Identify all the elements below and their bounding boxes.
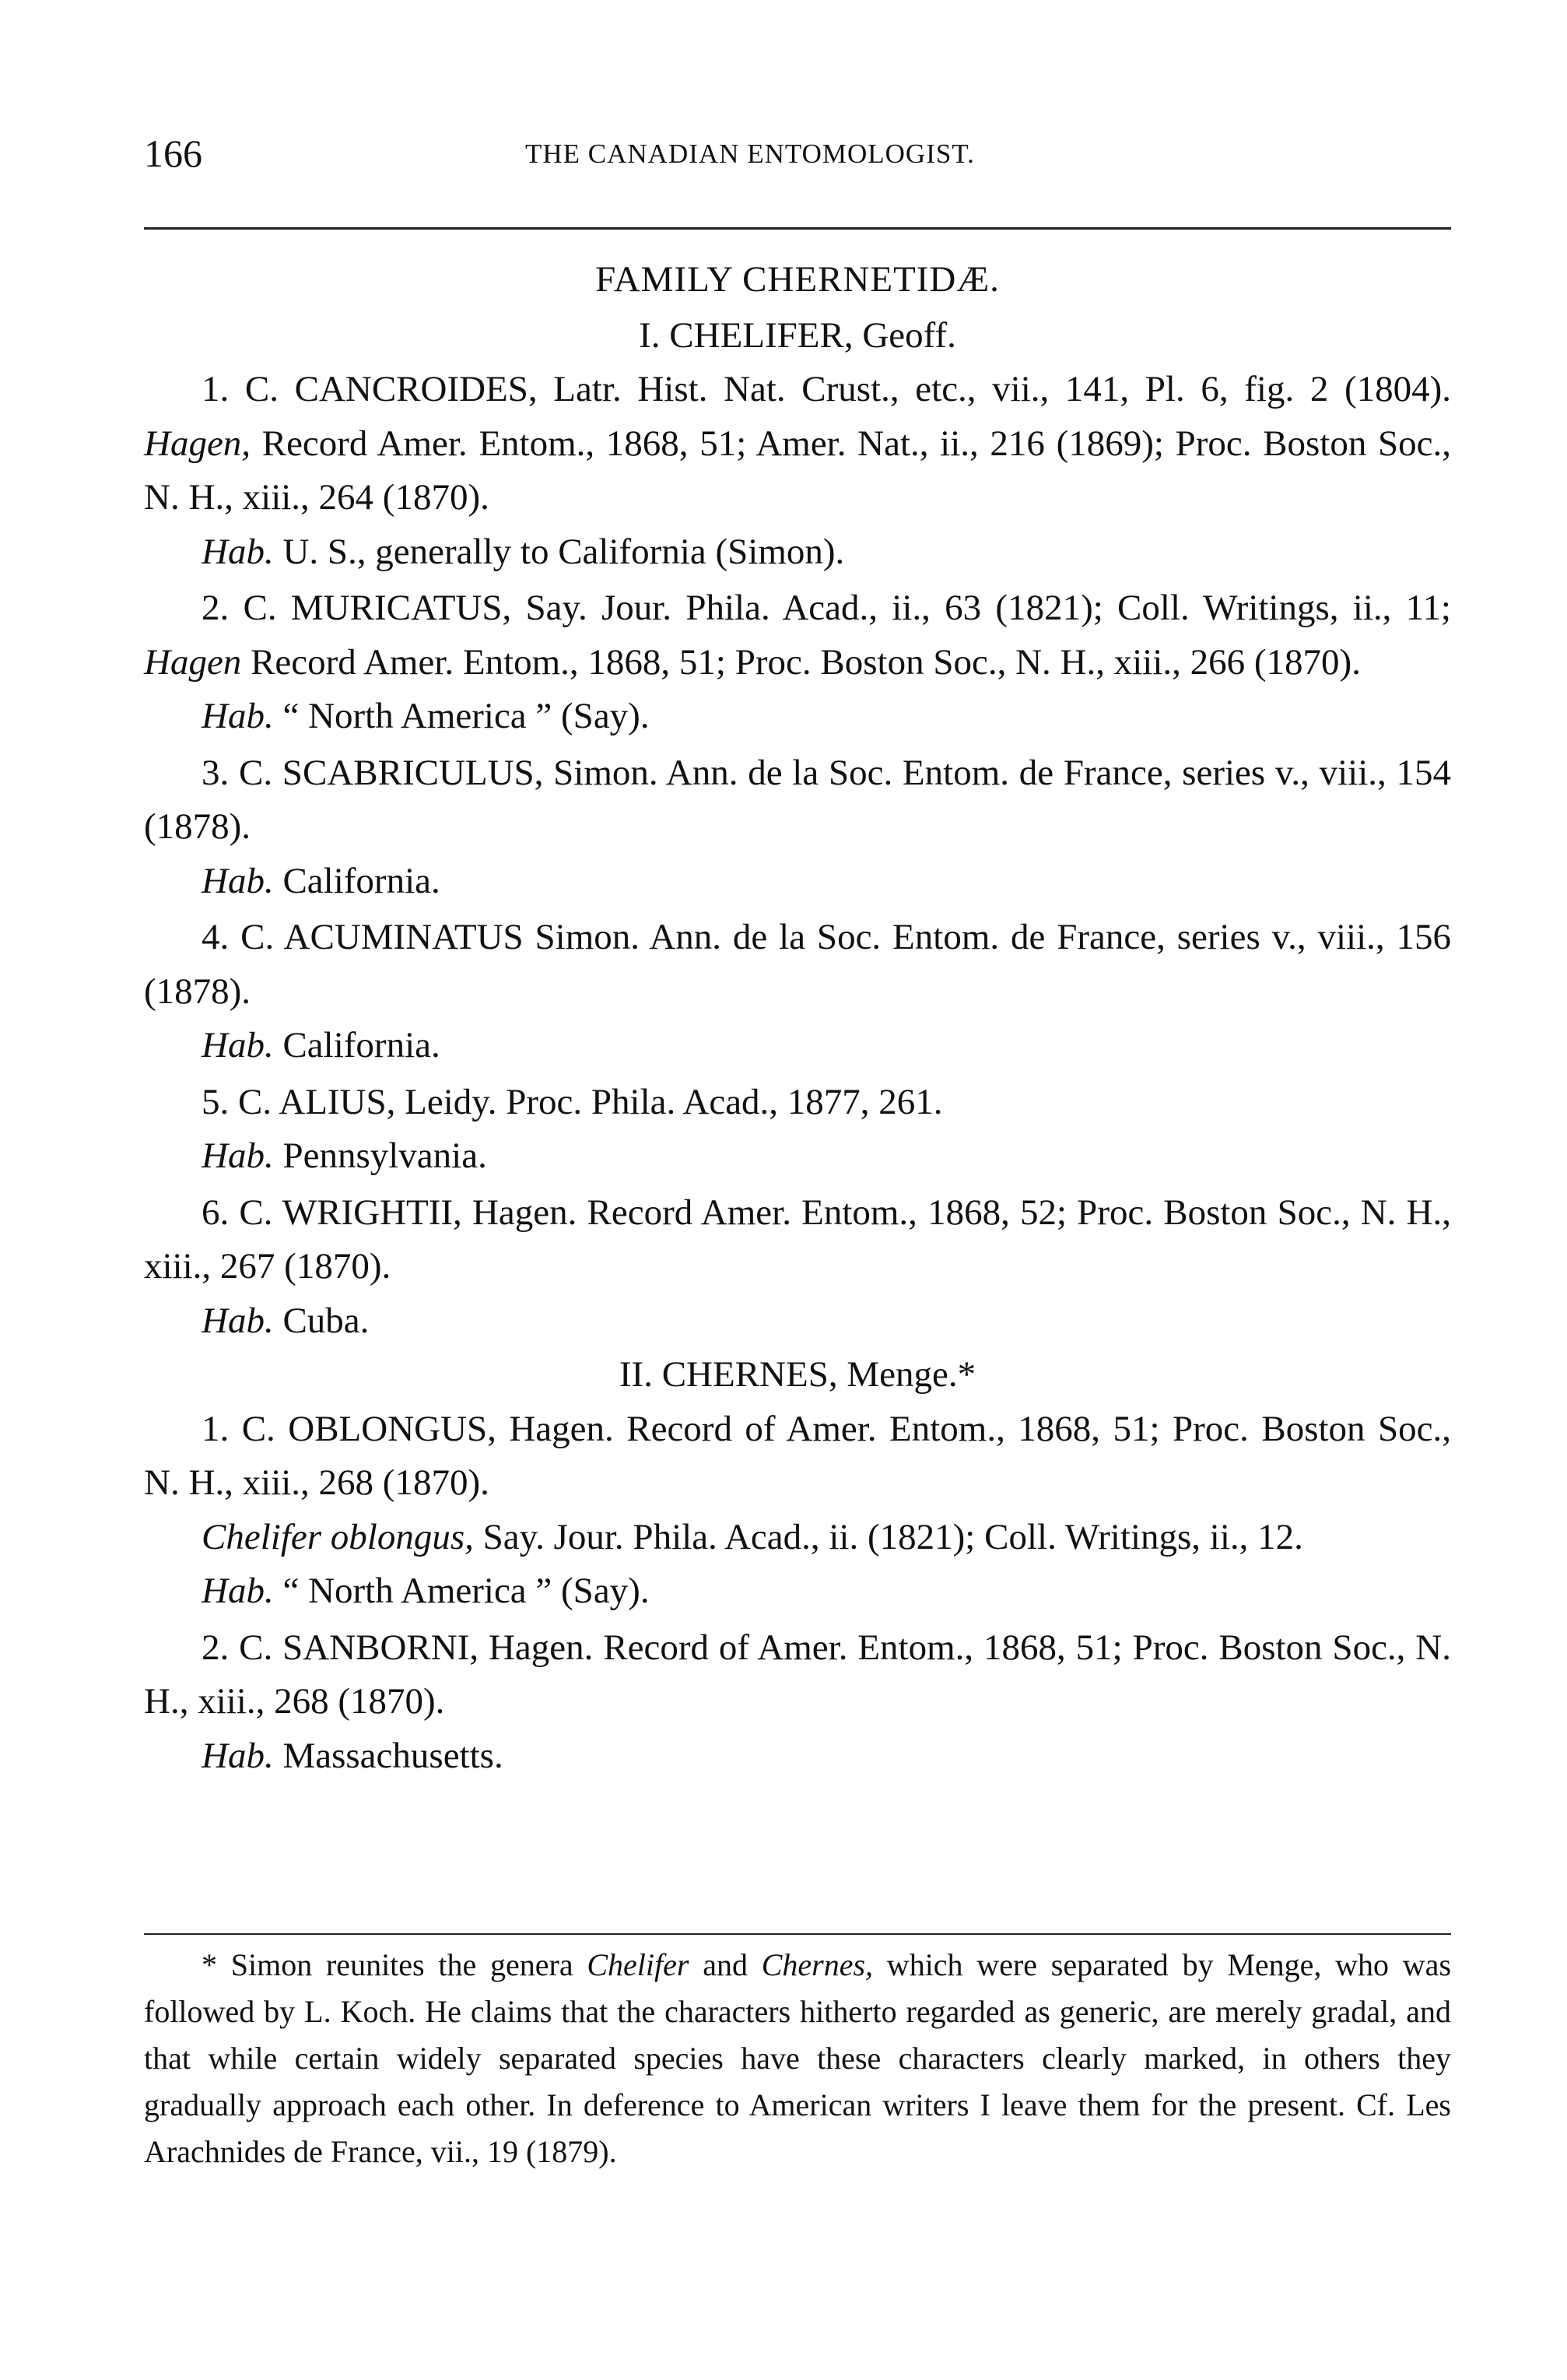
species-number: 1. [202, 369, 230, 409]
habitat-value: California. [273, 1025, 440, 1065]
running-head: THE CANADIAN ENTOMOLOGIST. [525, 139, 975, 169]
synonym-line [144, 1511, 1451, 1565]
species-entry [144, 1402, 1451, 1511]
species-entry [144, 581, 1451, 690]
habitat-value: Cuba. [273, 1300, 370, 1341]
habitat-line [144, 1129, 1451, 1184]
footnote-rule [144, 1933, 1451, 1935]
habitat-label: Hab. [202, 696, 274, 736]
habitat-line [144, 1729, 1451, 1784]
habitat-value: “ North America ” (Say). [273, 696, 650, 736]
synonym-citation: Say. Jour. Phila. Acad., ii. (1821); Coll. Writings, ii., 12. [473, 1516, 1303, 1557]
habitat-label: Hab. [202, 860, 274, 901]
genus-number: II. [619, 1354, 653, 1395]
species-entry [144, 746, 1451, 855]
page-header [144, 131, 1451, 185]
page-number: 166 [144, 132, 202, 175]
species-name: C. SCABRICULUS, [238, 752, 544, 793]
species-citation: Simon. Ann. de la Soc. Entom. de France, series v., viii., 156 (1878). [144, 917, 1452, 1012]
genus-number: I. [639, 314, 661, 356]
genus-name: CHELIFER, [669, 314, 854, 356]
species-name: C. OBLONGUS, [241, 1408, 496, 1449]
species-citation-cont: Record Amer. Entom., 1868, 51; Proc. Boston Soc., N. H., xiii., 266 (1870). [241, 641, 1361, 683]
habitat-value: California. [273, 860, 440, 901]
species-number: 2. [202, 588, 230, 628]
author-italic: Hagen, [144, 423, 251, 464]
footnote-italic: Chelifer [587, 1947, 689, 1982]
main-text [144, 253, 1451, 1783]
habitat-line [144, 1019, 1451, 1073]
habitat-value: “ North America ” (Say). [273, 1571, 650, 1611]
habitat-line [144, 690, 1451, 744]
habitat-label: Hab. [202, 1735, 274, 1776]
genus-heading-chernes [144, 1348, 1451, 1402]
species-entry [144, 1621, 1451, 1729]
footnote-part: which were separated by Menge, who was followed by L. Koch. He claims that the characters hitherto regarded as generic, are merely gradal, and that while certain widely separated species have these characters clearly marked, in others they gradually approach each other. In deference to American writers I leave them for the present. Cf. Les Arachnides de France, vii., 19 (1879). [144, 1947, 1452, 2169]
species-citation: Latr. Hist. Nat. Crust., etc., vii., 141, Pl. 6, fig. 2 (1804). [537, 369, 1451, 409]
habitat-label: Hab. [202, 1300, 274, 1341]
species-citation: Simon. Ann. de la Soc. Entom. de France, series v., viii., 154 (1878). [144, 752, 1451, 847]
genus-author: Geoff. [862, 314, 956, 356]
species-citation-cont: Record Amer. Entom., 1868, 51; Amer. Nat., ii., 216 (1869); Proc. Boston Soc., N. H., xiii., 264 (1870). [144, 423, 1451, 518]
species-name: C. CANCROIDES, [244, 369, 538, 409]
habitat-value: Pennsylvania. [273, 1136, 487, 1176]
habitat-value: U. S., generally to California (Simon). [273, 531, 845, 572]
habitat-value: Massachusetts. [273, 1735, 503, 1776]
species-citation: Leidy. Proc. Phila. Acad., 1877, 261. [395, 1081, 943, 1122]
author-italic: Hagen [144, 641, 242, 683]
species-name: C. ALIUS, [238, 1081, 396, 1122]
footnote-part: * Simon reunites the genera [202, 1947, 587, 1982]
species-number: 5. [202, 1081, 230, 1122]
species-number: 4. [202, 917, 230, 957]
habitat-label: Hab. [202, 531, 274, 572]
species-name: C. MURICATUS, [243, 588, 512, 628]
species-name: C. WRIGHTII, [239, 1192, 462, 1233]
species-number: 6. [202, 1192, 230, 1233]
genus-heading-chelifer [144, 309, 1451, 363]
species-number: 3. [202, 752, 230, 793]
species-citation: Say. Jour. Phila. Acad., ii., 63 (1821); Coll. Writings, ii., 11; [511, 588, 1451, 628]
family-heading: FAMILY CHERNETIDÆ. [595, 259, 1000, 300]
habitat-label: Hab. [202, 1025, 274, 1065]
footnote [144, 1942, 1451, 2175]
habitat-line [144, 1564, 1451, 1619]
species-number: 2. [202, 1627, 230, 1668]
header-rule [144, 227, 1451, 230]
footnote-italic: Chernes, [761, 1947, 874, 1982]
species-entry [144, 1186, 1451, 1294]
footnote-text [144, 1942, 1451, 2175]
species-name: C. SANBORNI, [239, 1627, 479, 1668]
synonym-name: Chelifer oblongus, [202, 1516, 474, 1557]
species-name: C. ACUMINATUS [240, 917, 524, 957]
species-number: 1. [202, 1408, 230, 1449]
species-citation: Hagen. Record of Amer. Entom., 1868, 51; Proc. Boston Soc., N. H., xiii., 268 (1870). [144, 1408, 1451, 1503]
habitat-line [144, 525, 1451, 580]
species-citation: Hagen. Record Amer. Entom., 1868, 52; Proc. Boston Soc., N. H., xiii., 267 (1870). [144, 1192, 1452, 1287]
genus-author: Menge.* [847, 1354, 976, 1395]
species-entry [144, 1076, 1451, 1130]
habitat-line [144, 855, 1451, 909]
habitat-label: Hab. [202, 1571, 274, 1611]
species-entry [144, 911, 1451, 1019]
habitat-label: Hab. [202, 1136, 274, 1176]
genus-name: CHERNES, [661, 1354, 838, 1395]
footnote-part: and [689, 1947, 762, 1982]
species-citation: Hagen. Record of Amer. Entom., 1868, 51; Proc. Boston Soc., N. H., xiii., 268 (1870). [144, 1627, 1451, 1722]
species-entry [144, 363, 1451, 525]
habitat-line [144, 1294, 1451, 1349]
